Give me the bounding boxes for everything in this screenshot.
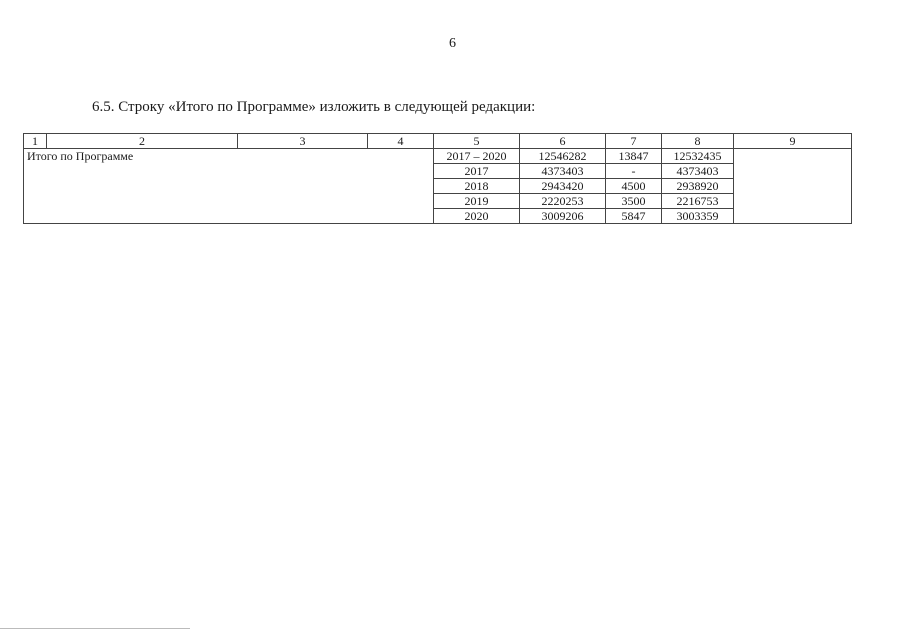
- table-header-row: [24, 134, 852, 149]
- value-cell-6: 3009206: [520, 209, 606, 224]
- value-cell-6: 12546282: [520, 149, 606, 164]
- column-9-cell: [734, 149, 852, 224]
- header-cell-5: 5: [434, 134, 520, 149]
- value-cell-8: 12532435: [662, 149, 734, 164]
- value-cell-7: 13847: [606, 149, 662, 164]
- value-cell-8: 4373403: [662, 164, 734, 179]
- section-heading: 6.5. Строку «Итого по Программе» изложить в следующей редакции:: [92, 99, 536, 115]
- year-cell: 2017: [434, 164, 520, 179]
- value-cell-8: 3003359: [662, 209, 734, 224]
- header-cell-4: 4: [368, 134, 434, 149]
- value-cell-7: 4500: [606, 179, 662, 194]
- value-cell-6: 4373403: [520, 164, 606, 179]
- value-cell-7: 5847: [606, 209, 662, 224]
- scan-artifact-line: [0, 628, 190, 629]
- header-cell-6: 6: [520, 134, 606, 149]
- year-cell: 2018: [434, 179, 520, 194]
- header-cell-2: 2: [47, 134, 238, 149]
- year-cell: 2020: [434, 209, 520, 224]
- header-cell-1: 1: [24, 134, 47, 149]
- program-total-table: [23, 133, 852, 224]
- value-cell-7: -: [606, 164, 662, 179]
- year-cell: 2019: [434, 194, 520, 209]
- value-cell-8: 2216753: [662, 194, 734, 209]
- value-cell-8: 2938920: [662, 179, 734, 194]
- header-cell-3: 3: [238, 134, 368, 149]
- value-cell-6: 2943420: [520, 179, 606, 194]
- year-cell: 2017 – 2020: [434, 149, 520, 164]
- header-cell-7: 7: [606, 134, 662, 149]
- program-total-label: Итого по Программе: [24, 149, 434, 224]
- header-cell-8: 8: [662, 134, 734, 149]
- value-cell-7: 3500: [606, 194, 662, 209]
- value-cell-6: 2220253: [520, 194, 606, 209]
- table-row: [24, 149, 852, 164]
- header-cell-9: 9: [734, 134, 852, 149]
- page-number: 6: [449, 36, 456, 51]
